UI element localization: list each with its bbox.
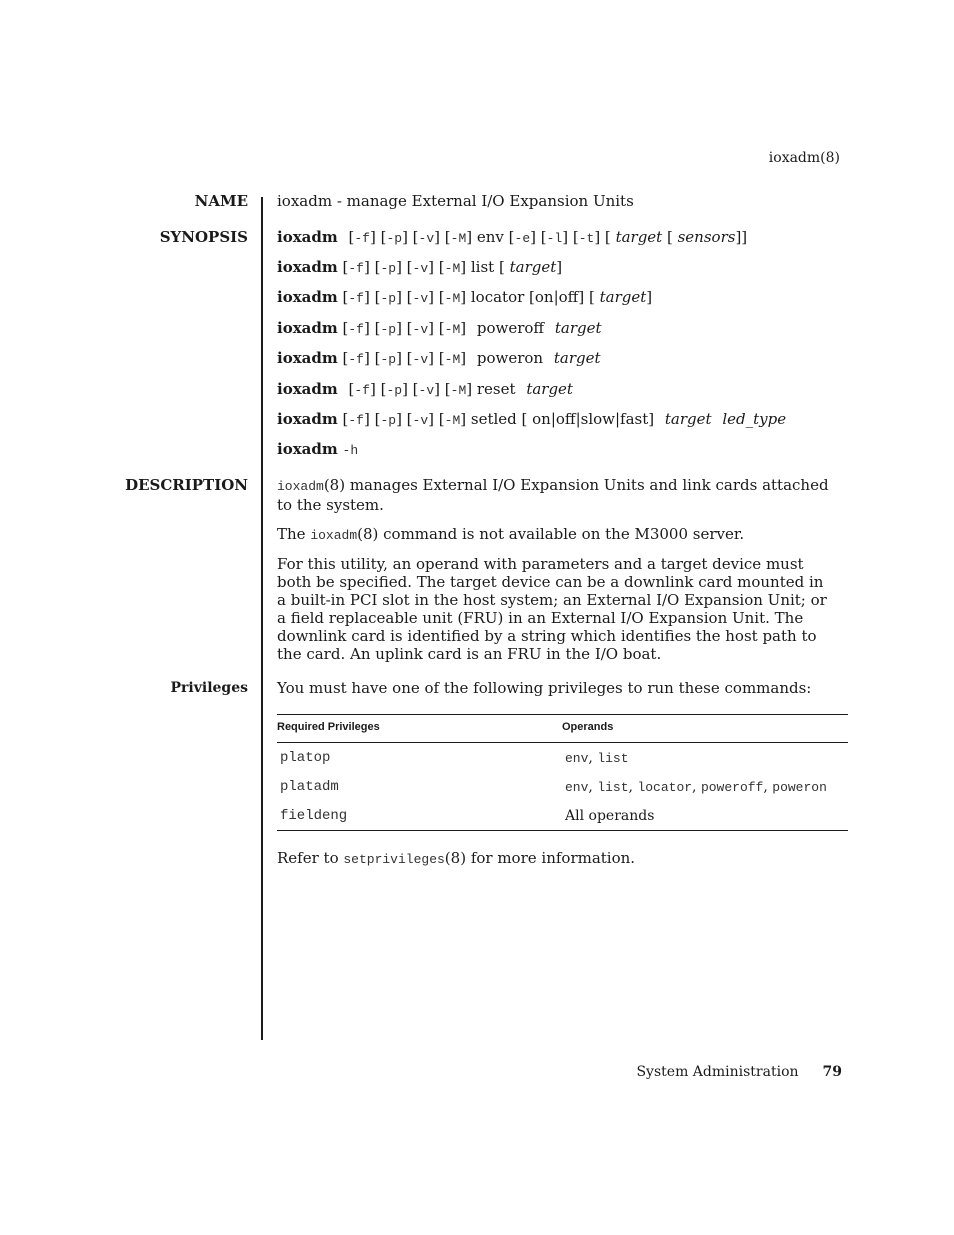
argument: target (553, 349, 601, 367)
synopsis-line-reset: ioxadm [-f] [-p] [-v] [-M] reset target (277, 380, 573, 398)
option: -f (348, 291, 364, 306)
table-row (277, 801, 848, 830)
synopsis-line-setled: ioxadm [-f] [-p] [-v] [-M] setled [ on|off|slow|fast] target led_type (277, 410, 787, 428)
option: -M (444, 352, 461, 367)
option: -e (514, 231, 531, 246)
option: -f (348, 261, 364, 276)
argument: target (509, 258, 557, 276)
subcommand: poweron (476, 349, 544, 367)
command-name: ioxadm (277, 288, 338, 306)
subcommand: locator [on|off] [ (470, 288, 595, 306)
synopsis-label: SYNOPSIS (159, 228, 248, 246)
option: -M (444, 291, 461, 306)
option: -p (380, 322, 397, 337)
running-header: ioxadm(8) (768, 150, 840, 166)
option: -f (348, 322, 364, 337)
privilege-name: platadm (280, 779, 339, 795)
column-header: Operands (562, 721, 614, 733)
option: -v (412, 261, 429, 276)
footer-section: System Administration (636, 1064, 799, 1080)
command-ref: ioxadm (277, 479, 324, 494)
synopsis-line-locator: ioxadm [-f] [-p] [-v] [-M] locator [on|off] [ target] (277, 288, 653, 306)
option: -p (386, 383, 403, 398)
argument: target (526, 380, 573, 398)
margin-rule (261, 197, 263, 1040)
subcommand: env (476, 228, 504, 246)
option: -f (354, 383, 370, 398)
name-line: ioxadm - manage External I/O Expansion Units (277, 192, 634, 210)
option: -M (444, 322, 461, 337)
subcommand: poweroff (476, 319, 545, 337)
option: -p (380, 261, 397, 276)
operands-cell: env, list, locator, poweroff, poweron (565, 779, 827, 795)
refer-line: Refer to setprivileges(8) for more information. (277, 849, 636, 867)
option: -v (412, 322, 429, 337)
argument: target (615, 228, 663, 246)
subcommand: list (470, 258, 495, 276)
command-ref: ioxadm (310, 528, 358, 543)
description-label: DESCRIPTION (125, 476, 248, 494)
argument: target (664, 410, 712, 428)
argument: sensors (677, 228, 736, 246)
privilege-name: platop (280, 750, 331, 766)
command-name: ioxadm (277, 349, 338, 367)
option: -t (578, 231, 595, 246)
option: -v (412, 291, 429, 306)
table-header-row (277, 714, 848, 743)
option: -p (380, 413, 397, 428)
table-row (277, 743, 848, 772)
synopsis-line-poweron: ioxadm [-f] [-p] [-v] [-M] poweron target (277, 349, 601, 367)
synopsis-line-list: ioxadm [-f] [-p] [-v] [-M] list [ target] (277, 258, 563, 276)
option: -l (546, 231, 563, 246)
option: -f (348, 352, 364, 367)
privileges-intro: You must have one of the following privileges to run these commands: (277, 679, 812, 697)
option: -v (418, 383, 435, 398)
operands-cell: env, list (565, 750, 629, 766)
synopsis-line-help (277, 440, 358, 458)
argument: target (599, 288, 647, 306)
description-paragraph-2: The ioxadm(8) command is not available on the M3000 server. (277, 525, 745, 543)
argument: target (554, 319, 602, 337)
command-ref: setprivileges (343, 852, 445, 867)
command-name: ioxadm (277, 319, 338, 337)
page-number: 79 (822, 1064, 842, 1080)
option: -v (412, 413, 429, 428)
option: -p (380, 352, 397, 367)
privileges-table (277, 714, 848, 831)
option: -f (354, 231, 370, 246)
column-header: Required Privileges (277, 721, 380, 733)
argument: led_type (722, 410, 787, 428)
privilege-name: fieldeng (280, 808, 348, 824)
subcommand: reset (476, 380, 516, 398)
option: -M (450, 383, 467, 398)
option: -h (342, 443, 359, 458)
option: -p (380, 291, 397, 306)
synopsis-line-env: ioxadm [-f] [-p] [-v] [-M] env [-e] [-l] [-t] [ target [ sensors]] (277, 228, 748, 246)
option: -M (444, 261, 461, 276)
option: -v (412, 352, 429, 367)
command-name: ioxadm (277, 410, 338, 428)
option: -M (444, 413, 461, 428)
name-label: NAME (194, 192, 248, 210)
command-name: ioxadm (277, 380, 338, 398)
option: -f (348, 413, 364, 428)
page-footer (636, 1064, 842, 1080)
description-paragraph-1: ioxadm(8) manages External I/O Expansion Units and link cards attached to the system. (277, 476, 829, 514)
option: -v (418, 231, 435, 246)
table-row (277, 772, 848, 801)
command-name: ioxadm (277, 258, 338, 276)
subcommand: setled [ on|off|slow|fast] (470, 410, 655, 428)
synopsis-line-poweroff: ioxadm [-f] [-p] [-v] [-M] poweroff target (277, 319, 602, 337)
command-name: ioxadm (277, 440, 338, 458)
operands-cell: All operands (565, 808, 655, 824)
description-paragraph-3: For this utility, an operand with parameters and a target device must both be specified. The target device can be a downlink card mounted in a built-in PCI slot in the host system; an External I/O Expansion Unit; or a field replaceable unit (FRU) in an External I/O Expansion Unit. The downlink card is identified by a string which identifies the host path to the card. An uplink card is an FRU in the I/O boat. (277, 555, 827, 663)
option: -p (386, 231, 403, 246)
command-name: ioxadm (277, 228, 338, 246)
privileges-label: Privileges (170, 680, 248, 696)
table-bottom-rule (277, 830, 848, 831)
option: -M (450, 231, 467, 246)
